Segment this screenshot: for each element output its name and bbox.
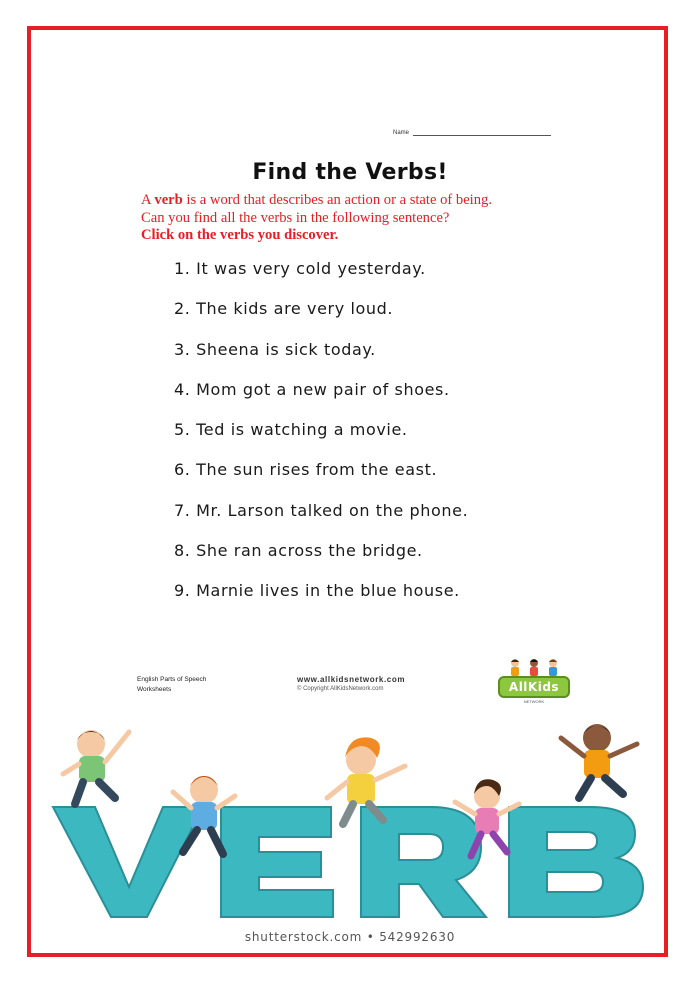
allkids-logo [498, 658, 570, 706]
stock-watermark: shutterstock.com • 542992630 [244, 930, 456, 944]
name-label: Name [393, 130, 410, 136]
sentence-8[interactable]: 8. She ran across the bridge. [174, 541, 423, 561]
verb-kids-illustration [31, 712, 665, 927]
sentence-4[interactable]: 4. Mom got a new pair of shoes. [174, 379, 450, 399]
sentence-2[interactable]: 2. The kids are very loud. [174, 299, 394, 319]
site-url: www.allkidsnetwork.com [297, 675, 406, 684]
instruction-line-3: Click on the verbs you discover. [141, 227, 339, 243]
copyright-text: © Copyright AllKidsNetwork.com [297, 686, 384, 692]
worksheet-title: Find the Verbs! [252, 160, 448, 185]
logo-wordmark: AllKids [498, 676, 570, 698]
name-field [393, 130, 551, 136]
series-label: English Parts of Speech Worksheets [137, 676, 207, 693]
kid-green-shirt [63, 730, 129, 804]
logo-subtext: NETWORK [523, 699, 545, 704]
name-underline [413, 135, 551, 136]
verb-letters [53, 807, 643, 917]
sentence-1[interactable]: 1. It was very cold yesterday. [174, 259, 426, 278]
sentence-6[interactable]: 6. The sun rises from the east. [174, 460, 438, 480]
logo-kid-icon [527, 658, 541, 676]
instruction-line-2: Can you find all the verbs in the following sentence? [141, 209, 450, 226]
verb-term: verb [154, 192, 183, 208]
logo-kid-icon [546, 658, 560, 676]
sentence-9[interactable]: 9. Marnie lives in the blue house. [174, 581, 460, 601]
instructions [141, 192, 492, 245]
sentence-3[interactable]: 3. Sheena is sick today. [174, 339, 376, 359]
site-credit [297, 675, 405, 692]
logo-kid-icon [508, 658, 522, 676]
instruction-line-1: A verb is a word that describes an action or a state of being. [141, 192, 492, 208]
sentence-7[interactable]: 7. Mr. Larson talked on the phone. [174, 500, 469, 520]
kid-orange-shirt [561, 724, 637, 798]
sentence-list [174, 257, 468, 620]
sentence-5[interactable]: 5. Ted is watching a movie. [174, 420, 408, 440]
